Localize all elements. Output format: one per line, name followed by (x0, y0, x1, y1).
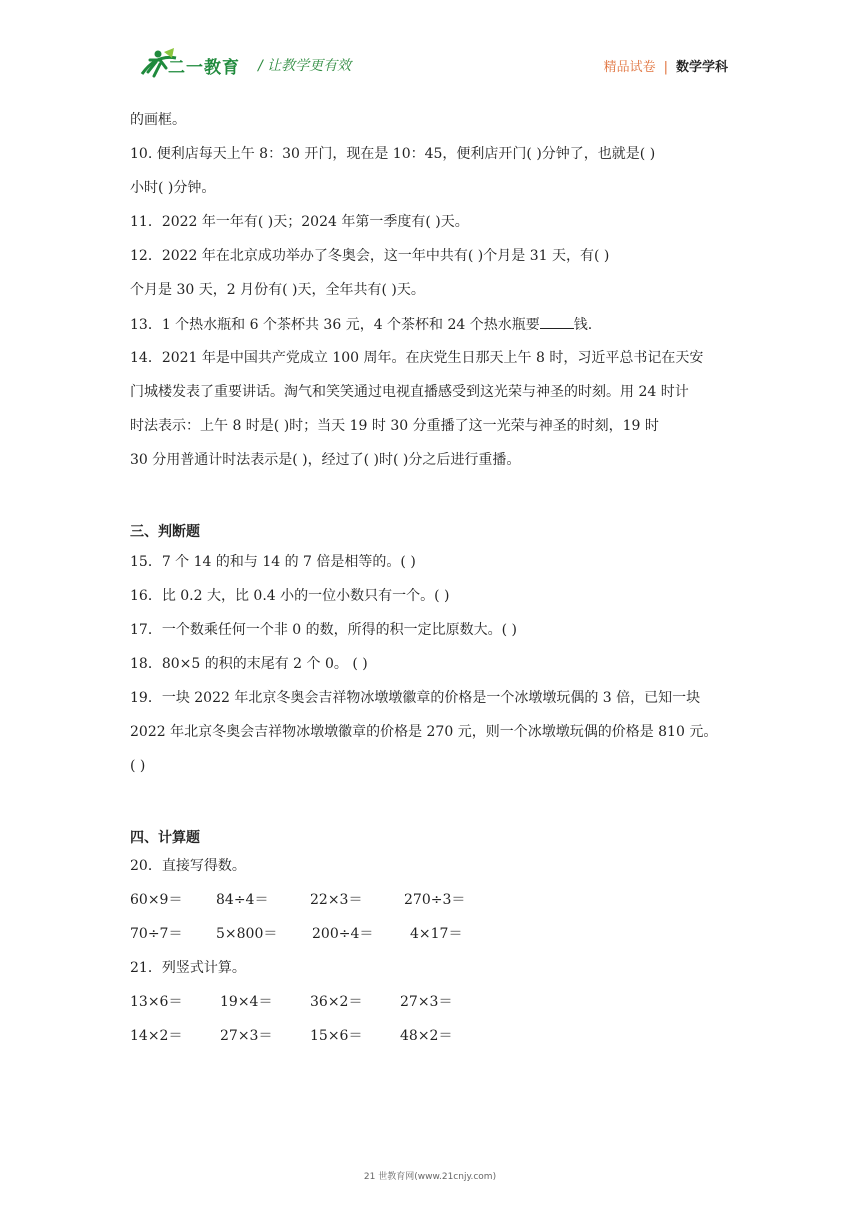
calc-item: 60×9＝ (130, 892, 183, 908)
calc-item: 22×3＝ (310, 892, 363, 908)
calc-item: 5×800＝ (216, 926, 278, 942)
question-13 (130, 314, 592, 334)
tag-separator: | (663, 60, 668, 75)
question-12-line2: 个月是 30 天，2 月份有( )天，全年共有( )天。 (130, 282, 425, 298)
header-tags (604, 56, 728, 75)
text-line: 的画框。 (130, 112, 186, 128)
calc-item: 27×3＝ (400, 994, 453, 1010)
calc-item: 84÷4＝ (216, 892, 269, 908)
tag-premium: 精品试卷 (603, 60, 656, 75)
question-15: 15．7 个 14 的和与 14 的 7 倍是相等的。( ) (130, 554, 416, 570)
question-14-line1: 14．2021 年是中国共产党成立 100 周年。在庆党生日那天上午 8 时，习近平总书记在天安 (130, 350, 704, 366)
calc-item: 13×6＝ (130, 994, 183, 1010)
calc-item: 19×4＝ (220, 994, 273, 1010)
section-4-title: 四、计算题 (130, 830, 200, 846)
page-header (0, 0, 860, 100)
calc-item: 15×6＝ (310, 1028, 363, 1044)
section-3-title: 三、判断题 (130, 524, 200, 540)
question-20: 20．直接写得数。 (130, 858, 246, 874)
question-13-text: 13．1 个热水瓶和 6 个茶杯共 36 元，4 个茶杯和 24 个热水瓶要 (130, 317, 540, 333)
question-16: 16．比 0.2 大，比 0.4 小的一位小数只有一个。( ) (130, 588, 450, 604)
logo-text: 二一教育 (168, 58, 240, 78)
question-19-line2: 2022 年北京冬奥会吉祥物冰墩墩徽章的价格是 270 元，则一个冰墩墩玩偶的价格是 810 元。 (130, 724, 718, 740)
question-13-suffix: 钱. (573, 317, 593, 333)
question-11: 11．2022 年一年有( )天；2024 年第一季度有( )天。 (130, 214, 469, 230)
question-10-line2: 小时( )分钟。 (130, 180, 216, 196)
question-19-line3: ( ) (130, 758, 146, 774)
question-18: 18．80×5 的积的末尾有 2 个 0。 ( ) (130, 656, 368, 672)
question-10-line1: 10. 便利店每天上午 8：30 开门，现在是 10：45，便利店开门( )分钟了，也就是( ) (130, 146, 656, 162)
question-14-line3: 时法表示：上午 8 时是( )时；当天 19 时 30 分重播了这一光荣与神圣的时刻，19 时 (130, 418, 659, 434)
question-14-line2: 门城楼发表了重要讲话。淘气和笑笑通过电视直播感受到这光荣与神圣的时刻。用 24 时计 (130, 384, 689, 400)
calc-item: 14×2＝ (130, 1028, 183, 1044)
calc-item: 4×17＝ (410, 926, 463, 942)
question-17: 17．一个数乘任何一个非 0 的数，所得的积一定比原数大。( ) (130, 622, 517, 638)
tag-subject: 数学学科 (675, 60, 728, 75)
calc-item: 36×2＝ (310, 994, 363, 1010)
calc-item: 48×2＝ (400, 1028, 453, 1044)
question-21: 21．列竖式计算。 (130, 960, 246, 976)
calc-item: 200÷4＝ (312, 926, 374, 942)
calc-item: 27×3＝ (220, 1028, 273, 1044)
calc-item: 270÷3＝ (404, 892, 466, 908)
page-footer: 21 世教育网(www.21cnjy.com) (363, 1172, 497, 1182)
calc-item: 70÷7＝ (130, 926, 183, 942)
answer-underline (540, 314, 574, 329)
question-19-line1: 19．一块 2022 年北京冬奥会吉祥物冰墩墩徽章的价格是一个冰墩墩玩偶的 3 倍，已知一块 (130, 690, 701, 706)
slogan: / 让教学更有效 (258, 58, 352, 74)
question-14-line4: 30 分用普通计时法表示是( )，经过了( )时( )分之后进行重播。 (130, 452, 521, 468)
question-12-line1: 12．2022 年在北京成功举办了冬奥会，这一年中共有( )个月是 31 天，有( ) (130, 248, 610, 264)
